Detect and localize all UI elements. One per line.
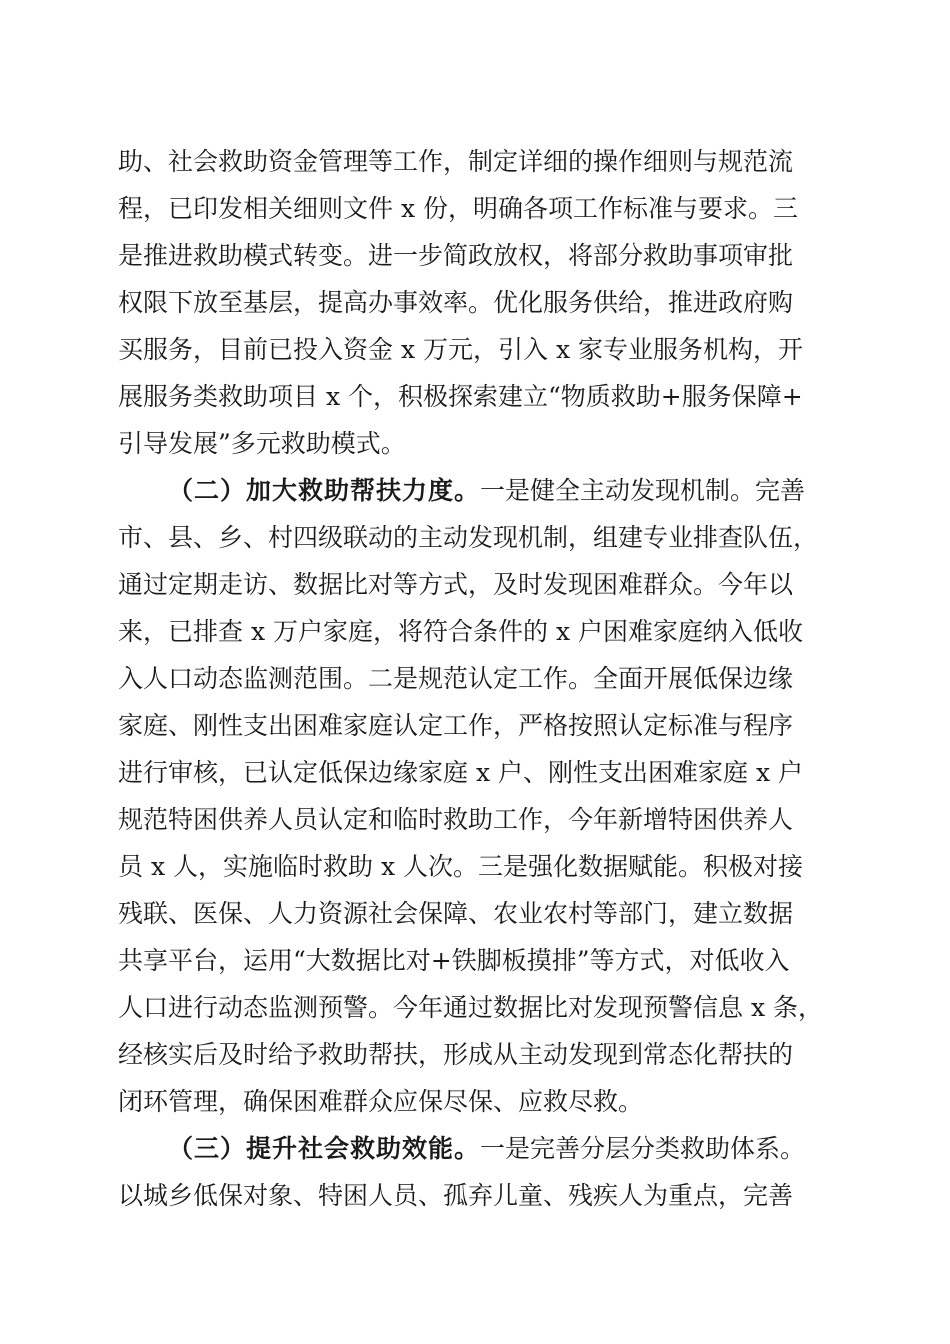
section-3-heading: （三）提升社会救助效能。 xyxy=(168,1134,481,1163)
paragraph-line: 经核实后及时给予救助帮扶，形成从主动发现到常态化帮扶的 xyxy=(118,1040,794,1069)
section-2-lead-text: 一是健全主动发现机制。完善 xyxy=(480,476,806,505)
paragraph-line: 买服务，目前已投入资金 x 万元，引入 x 家专业服务机构，开 xyxy=(118,335,803,364)
paragraph-line: 展服务类救助项目 x 个，积极探索建立“物质救助+服务保障+ xyxy=(118,382,803,411)
paragraph-line: 共享平台，运用“大数据比对+铁脚板摸排”等方式，对低收入 xyxy=(118,946,790,975)
paragraph-line: 以城乡低保对象、特困人员、孤弃儿童、残疾人为重点，完善 xyxy=(118,1181,794,1210)
paragraph-line: 闭环管理，确保困难群众应保尽保、应救尽救。 xyxy=(118,1087,644,1116)
paragraph-line: 员 x 人，实施临时救助 x 人次。三是强化数据赋能。积极对接 xyxy=(118,852,803,881)
paragraph-line: 来，已排查 x 万户家庭，将符合条件的 x 户困难家庭纳入低收 xyxy=(118,617,803,646)
paragraph-line: 引导发展”多元救助模式。 xyxy=(118,429,406,458)
paragraph-line: 残联、医保、人力资源社会保障、农业农村等部门，建立数据 xyxy=(118,899,794,928)
section-2-first-line xyxy=(168,469,838,513)
paragraph-line: 进行审核，已认定低保边缘家庭 x 户、刚性支出困难家庭 x 户 xyxy=(118,758,803,787)
section-2-heading: （二）加大救助帮扶力度。 xyxy=(168,476,481,505)
paragraph-line: 市、县、乡、村四级联动的主动发现机制，组建专业排查队伍， xyxy=(118,523,819,552)
paragraph-line: 程，已印发相关细则文件 x 份，明确各项工作标准与要求。三 xyxy=(118,194,798,223)
paragraph-line: 通过定期走访、数据比对等方式，及时发现困难群众。今年以 xyxy=(118,570,794,599)
paragraph-line: 是推进救助模式转变。进一步简政放权，将部分救助事项审批 xyxy=(118,241,794,270)
paragraph-line: 家庭、刚性支出困难家庭认定工作，严格按照认定标准与程序 xyxy=(118,711,794,740)
paragraph-line: 权限下放至基层，提高办事效率。优化服务供给，推进政府购 xyxy=(118,288,794,317)
section-3-first-line xyxy=(168,1127,838,1171)
paragraph-line: 助、社会救助资金管理等工作，制定详细的操作细则与规范流 xyxy=(118,147,794,176)
paragraph-line: 规范特困供养人员认定和临时救助工作，今年新增特困供养人 xyxy=(118,805,794,834)
paragraph-line: 入人口动态监测范围。二是规范认定工作。全面开展低保边缘 xyxy=(118,664,794,693)
paragraph-line: 人口进行动态监测预警。今年通过数据比对发现预警信息 x 条， xyxy=(118,993,823,1022)
section-3-lead-text: 一是完善分层分类救助体系。 xyxy=(480,1134,806,1163)
